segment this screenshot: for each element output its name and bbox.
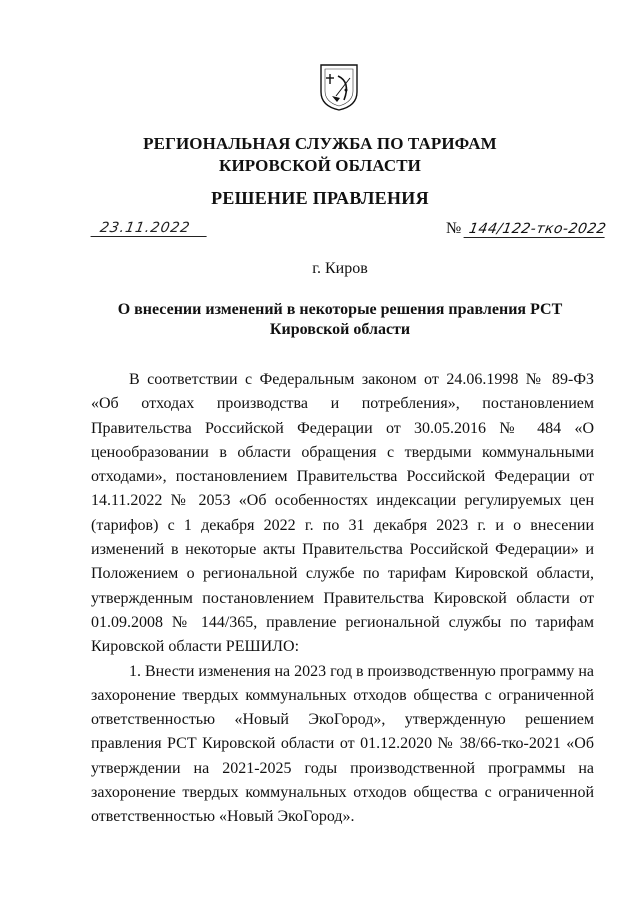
body-paragraph-2: 1. Внести изменения на 2023 год в производственную программу на захоронение твердых коммунальных отходов общества с ограниченной ответственностью «Новый ЭкоГород», утвержденную решением правления РСТ Кировской области от 01.12.2020 № 38/66-тко-2021 «Об утверждении на 2021-2025 годы производственной программы на захоронение твердых коммунальных отходов общества с ограниченной ответственностью «Новый ЭкоГород». (91, 662, 594, 826)
decision-body (91, 368, 594, 830)
number-value: 144/122-тко-2022 (464, 221, 608, 238)
body-paragraph-1: В соответствии с Федеральным законом от 24.06.1998 № 89-ФЗ «Об отходах производства и потребления», постановлением Правительства Российской Федерации от 30.05.2016 № 484 «О ценообразовании в области обращения с твердыми коммунальными отходами», постановлением Правительства Российской Федерации от 14.11.2022 № 2053 «Об особенностях индексации регулируемых цен (тарифов) с 1 декабря 2022 г. по 31 декабря 2023 г. и о внесении изменений в некоторые акты Правительства Российской Федерации» и Положением о региональной службе по тарифам Кировской области, утвержденным постановлением Правительства Кировской области от 01.09.2008 № 144/365, правление региональной службы по тарифам Кировской области РЕШИЛО: (91, 371, 594, 656)
decision-subject (90, 300, 590, 340)
org-line-1: РЕГИОНАЛЬНАЯ СЛУЖБА ПО ТАРИФАМ (143, 134, 497, 153)
organization-name (0, 133, 640, 177)
decision-number (446, 220, 606, 238)
number-label: № (446, 220, 462, 237)
decision-date: 23.11.2022 (91, 220, 210, 237)
document-type-title: РЕШЕНИЕ ПРАВЛЕНИЯ (211, 188, 429, 208)
subject-line-1: О внесении изменений в некоторые решения правления РСТ (117, 301, 563, 318)
coat-of-arms-icon (318, 60, 360, 112)
subject-line-2: Кировской области (269, 321, 411, 338)
city: г. Киров (312, 260, 368, 277)
org-line-2: КИРОВСКОЙ ОБЛАСТИ (219, 156, 421, 175)
